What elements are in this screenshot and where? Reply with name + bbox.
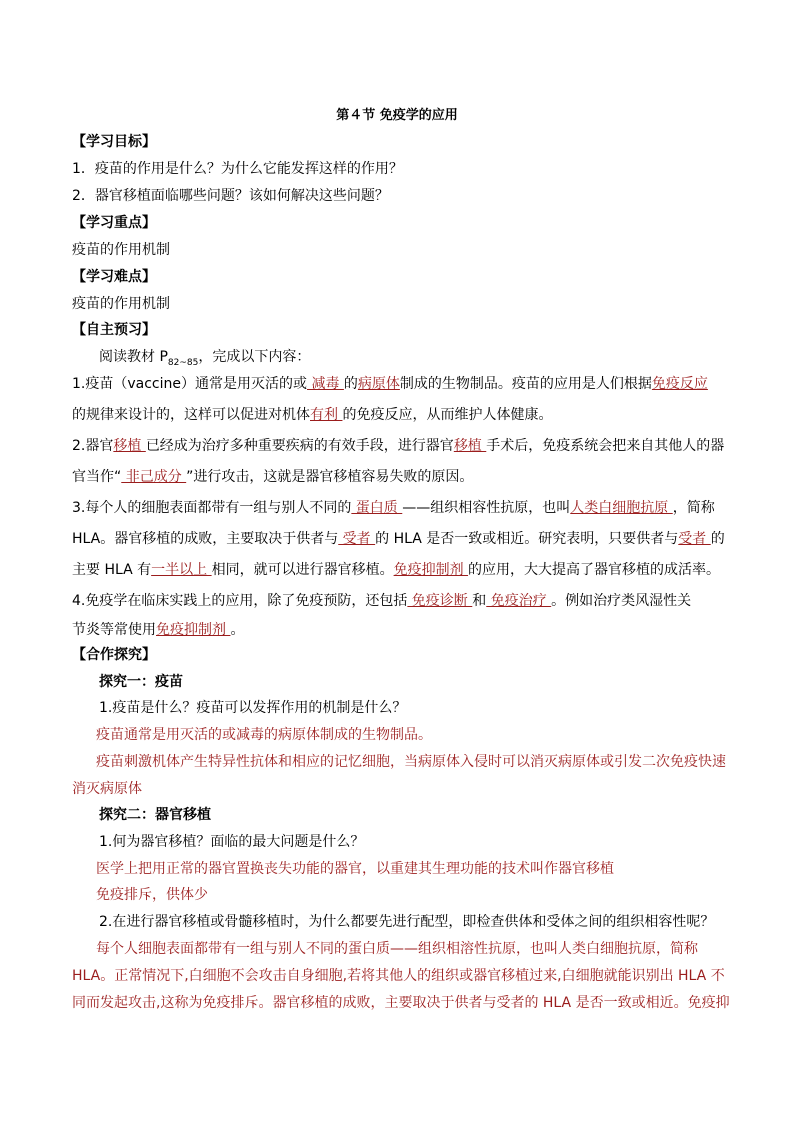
text: 的规律来设计的，这样可以促进对机体	[72, 407, 310, 423]
preview-paragraph-3-cont	[72, 529, 732, 549]
preview-intro-text: ，完成以下内容：	[198, 349, 311, 365]
preview-paragraph-4	[72, 591, 732, 611]
preview-intro	[99, 347, 759, 373]
text: 手术后，免疫系统会把来自其他人的器	[486, 438, 725, 454]
fill-blank: 免疫反应	[651, 376, 708, 392]
difficulty-text: 疫苗的作用机制	[72, 296, 170, 312]
fill-blank: 非己成分	[121, 469, 187, 485]
text: 和	[472, 593, 487, 609]
fill-blank: 受者	[678, 531, 711, 547]
text: 主要 HLA 有	[72, 562, 152, 578]
explore-part2-question: 1.何为器官移植？面临的最大问题是什么？	[99, 834, 365, 850]
difficulty-heading: 【学习难点】	[72, 269, 156, 285]
explore-part2-title: 探究二：器官移植	[99, 807, 211, 823]
fill-blank: 移植	[453, 438, 487, 454]
text: ——组织相容性抗原，也叫	[402, 500, 571, 516]
preview-paragraph-3	[72, 498, 732, 518]
explore-part2-answer: 免疫排斥，供体少	[96, 887, 208, 903]
text: 节炎等常使用	[72, 622, 156, 638]
text: 的 HLA 是否一致或相近。研究表明，只要供者与	[375, 531, 679, 547]
preview-paragraph-4-cont	[72, 620, 732, 640]
text: 的应用，大大提高了器官移植的成活率。	[468, 562, 721, 578]
preview-paragraph-2	[72, 436, 732, 456]
text: ”进行攻击，这就是器官移植容易失败的原因。	[186, 469, 474, 485]
explore-part1-title: 探究一：疫苗	[99, 674, 183, 690]
text: 的	[710, 531, 725, 547]
fill-blank: 受者	[338, 531, 376, 547]
fill-blank: 减毒	[307, 376, 344, 392]
text: 已经成为治疗多种重要疾病的有效手段，进行器官	[145, 438, 454, 454]
fill-blank: 人类白细胞抗原	[570, 500, 673, 516]
fill-blank: 一半以上	[151, 562, 212, 578]
text: ，简称	[672, 500, 715, 516]
text: 2.器官	[72, 438, 114, 454]
explore-part2-answer: 每个人细胞表面都带有一组与别人不同的蛋白质——组织相溶性抗原，也叫人类白细胞抗原，简称	[96, 941, 698, 957]
preview-paragraph-1	[72, 374, 732, 394]
text: HLA。器官移植的成败，主要取决于供者与	[72, 531, 339, 547]
text: 相同，就可以进行器官移植。	[211, 562, 394, 578]
page-title: 第４节 免疫学的应用	[336, 108, 458, 123]
fill-blank: 移植	[113, 438, 146, 454]
explore-part2-question: 2.在进行器官移植或骨髓移植时，为什么都要先进行配型，即检查供体和受体之间的组织相容性呢？	[99, 914, 715, 930]
text: 制成的生物制品。疫苗的应用是人们根据	[399, 376, 652, 392]
fill-blank: 免疫诊断	[407, 593, 473, 609]
text: 。例如治疗类风湿性关	[551, 593, 692, 609]
fill-blank: 有利	[310, 407, 343, 423]
preview-paragraph-2-cont	[72, 467, 732, 487]
explore-heading: 【合作探究】	[72, 647, 156, 663]
fill-blank: 免疫治疗	[486, 593, 552, 609]
fill-blank: 蛋白质	[351, 500, 403, 516]
text: 的	[343, 376, 358, 392]
explore-part1-question: 1.疫苗是什么？疫苗可以发挥作用的机制是什么？	[99, 700, 407, 716]
key-points-heading: 【学习重点】	[72, 215, 156, 231]
learning-goals-heading: 【学习目标】	[72, 134, 156, 150]
preview-paragraph-1-cont	[72, 405, 732, 425]
preview-intro-text: 阅读教材 P	[99, 349, 168, 365]
goal-item: 2．器官移植面临哪些问题？该如何解决这些问题？	[72, 188, 389, 204]
key-points-text: 疫苗的作用机制	[72, 242, 170, 258]
text: 的免疫反应，从而维护人体健康。	[342, 407, 553, 423]
text: 。	[230, 622, 245, 638]
goal-item: 1．疫苗的作用是什么？为什么它能发挥这样的作用？	[72, 161, 403, 177]
explore-part1-answer: 疫苗刺激机体产生特异性抗体和相应的记忆细胞，当病原体入侵时可以消灭病原体或引发二次免疫快速	[96, 754, 726, 770]
explore-part2-answer-cont: 同而发起攻击,这称为免疫排斥。器官移植的成败，主要取决于供者与受者的 HLA 是否一致或相近。免疫抑	[72, 995, 730, 1011]
text: 4.免疫学在临床实践上的应用，除了免疫预防，还包括	[72, 593, 408, 609]
explore-part1-answer: 疫苗通常是用灭活的或减毒的病原体制成的生物制品。	[96, 727, 432, 743]
fill-blank: 免疫抑制剂	[156, 622, 231, 638]
explore-part2-answer: 医学上把用正常的器官置换丧失功能的器官，以重建其生理功能的技术叫作器官移植	[96, 861, 614, 877]
page-range: 82~85	[167, 357, 199, 368]
explore-part1-answer-cont: 消灭病原体	[72, 781, 142, 797]
text: 3.每个人的细胞表面都带有一组与别人不同的	[72, 500, 352, 516]
fill-blank: 免疫抑制剂	[393, 562, 469, 578]
explore-part2-answer-cont: HLA。正常情况下,白细胞不会攻击自身细胞,若将其他人的组织或器官移植过来,白细胞就能识别出 HLA 不	[72, 968, 725, 984]
fill-blank: 病原体	[357, 376, 400, 392]
preview-heading: 【自主预习】	[72, 322, 156, 338]
preview-paragraph-3-cont2	[72, 560, 732, 580]
text: 官当作“	[72, 469, 122, 485]
text: 1.疫苗（vaccine）通常是用灭活的或	[72, 376, 307, 392]
